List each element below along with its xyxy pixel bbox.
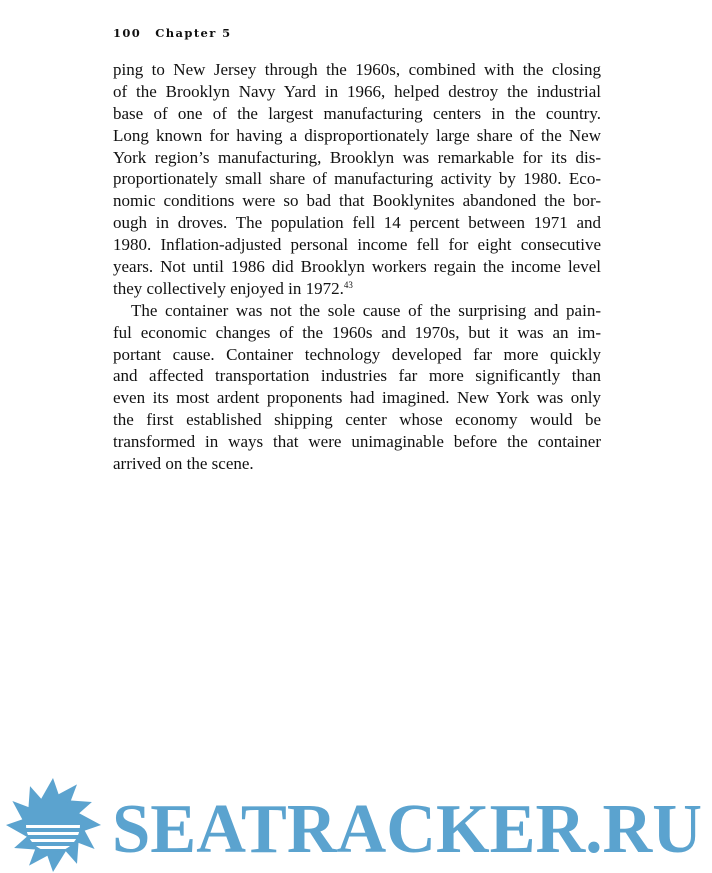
text-line: ough in droves. The population fell 14 percent between 1971 and (113, 213, 601, 233)
text-line: ful economic changes of the 1960s and 1970s, but it was an im- (113, 322, 601, 342)
text-line: nomic conditions were so bad that Booklynites abandoned the bor- (113, 191, 601, 211)
paragraph-1 (113, 59, 601, 300)
page-number: 100 (113, 26, 142, 40)
sun-logo-icon (6, 778, 101, 872)
text-line: proportionately small share of manufacturing activity by 1980. Eco- (113, 169, 601, 189)
text-line (113, 278, 601, 300)
text-line: arrived on the scene. (113, 454, 254, 474)
text-line: transformed in ways that were unimaginable before the container (113, 432, 601, 452)
text-line: years. Not until 1986 did Brooklyn workers regain the income level (113, 257, 601, 277)
text-line: Long known for having a disproportionately large share of the New (113, 125, 601, 145)
text-line: the first established shipping center whose economy would be (113, 410, 601, 430)
text-line: 1980. Inflation-adjusted personal income fell for eight consecutive (113, 235, 601, 255)
body-text (113, 59, 601, 475)
text-line: portant cause. Container technology developed far more quickly (113, 344, 601, 364)
running-header (113, 26, 232, 40)
text-line: ping to New Jersey through the 1960s, combined with the closing (113, 60, 601, 79)
text-line: The container was not the sole cause of the surprising and pain- (131, 300, 601, 320)
paragraph-2 (113, 300, 601, 475)
text-line: and affected transportation industries far more significantly than (113, 366, 601, 386)
watermark-text: SEATRACKER.RU (112, 791, 702, 868)
text-line: base of one of the largest manufacturing centers in the country. (113, 103, 601, 123)
text-line-content: they collectively enjoyed in 1972. (113, 278, 344, 298)
text-line: even its most ardent proponents had imagined. New York was only (113, 388, 601, 408)
text-line: of the Brooklyn Navy Yard in 1966, helped destroy the industrial (113, 81, 601, 101)
footnote-marker: 43 (343, 279, 353, 290)
text-line: York region’s manufacturing, Brooklyn was remarkable for its dis- (113, 147, 601, 167)
chapter-title: Chapter 5 (155, 26, 232, 40)
watermark (0, 768, 712, 873)
